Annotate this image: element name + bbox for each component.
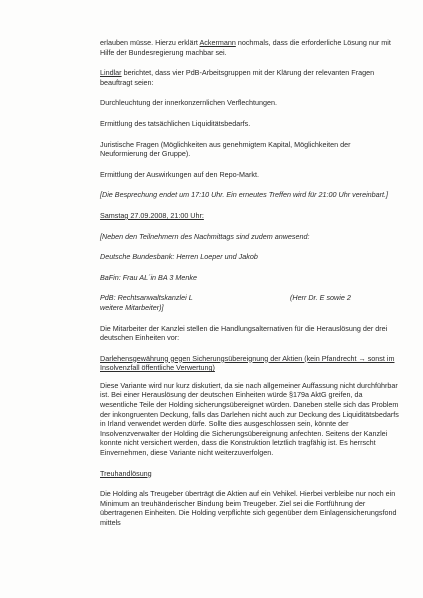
attendee-bundesbank: Deutsche Bundesbank: Herren Loeper und Jakob bbox=[100, 252, 258, 262]
paragraph-ackermann: erlauben müsse. Hierzu erklärt Ackermann nochmals, dass die erforderliche Lösung nur mit Hilfe der Bundesregierung machbar sei. bbox=[100, 38, 391, 57]
paragraph-darlehen: Diese Variante wird nur kurz diskutiert, da sie nach allgemeiner Auffassung nicht durchführbar ist. Bei einer Herauslösung der deutschen Einheiten würde §179a AktG greifen, da wesentliche Teile der Holding sicherungsübereignet würden. Daneben stelle sich das Problem der inkongruenten Deckung, falls das Darlehen nicht auch zur Deckung des Liquiditätsbedarfs in Irland verwendet werden dürfe. Sollte dies ausgeschlossen sein, könnte der Insolvenzverwalter der Holding die Sicherungsübereignung anfechten. Seitens der Kanzlei konnte nicht versichert werden, dass die Konstruktion letztlich tragfähig ist. Es herrscht Einvernehmen, diese Variante nicht weiterzuverfolgen. bbox=[100, 380, 399, 458]
session-heading: Samstag 27.09.2008, 21:00 Uhr: bbox=[100, 210, 204, 220]
section-heading-treuhand: Treuhandlösung bbox=[100, 468, 152, 478]
document-body bbox=[100, 38, 400, 528]
name-ackermann: Ackermann bbox=[199, 38, 236, 47]
list-item: Juristische Fragen (Möglichkeiten aus genehmigtem Kapital, Möglichkeiten der Neuformierung der Gruppe). bbox=[100, 139, 351, 159]
attendees-note: [Neben den Teilnehmern des Nachmittags sind zudem anwesend: bbox=[100, 231, 310, 241]
attendee-pdb: PdB: Rechtsanwaltskanzlei L (Herr Dr. E sowie 2 bbox=[100, 293, 351, 303]
attendee-pdb-cont: weitere Mitarbeiter)] bbox=[100, 302, 164, 312]
name-lindlar: Lindlar bbox=[100, 68, 122, 78]
list-item: Ermittlung des tatsächlichen Liquiditätsbedarfs. bbox=[100, 118, 251, 128]
meeting-end-note: [Die Besprechung endet um 17:10 Uhr. Ein erneutes Treffen wird für 21:00 Uhr vereinbart.] bbox=[100, 190, 389, 200]
paragraph-kanzlei: Die Mitarbeiter der Kanzlei stellen die Handlungsalternativen für die Herauslösung der drei deutschen Einheiten vor: bbox=[100, 323, 388, 343]
attendee-bafin: BaFin: Frau AL´in BA 3 Menke bbox=[100, 272, 197, 282]
list-item: Ermittlung der Auswirkungen auf den Repo-Markt. bbox=[100, 169, 260, 179]
list-item: Durchleuchtung der innerkonzernlichen Verflechtungen. bbox=[100, 98, 278, 108]
paragraph-lindlar: Lindlar berichtet, dass vier PdB-Arbeitsgruppen mit der Klärung der relevanten Fragen beauftragt seien: bbox=[100, 68, 375, 87]
section-heading-darlehen: Darlehensgewährung gegen Sicherungsübereignung der Aktien (kein Pfandrecht → sonst im Insolvenzfall öffentliche Verwertung) bbox=[100, 353, 395, 373]
paragraph-treuhand: Die Holding als Treugeber überträgt die Aktien auf ein Vehikel. Hierbei verbleibe nur noch ein Minimum an treuhänderischer Bindung beim Treugeber. Ziel sei die Fortführung der übertragenen Einheiten. Die Holding verpflichte sich gegenüber dem Einlagensicherungsfond mittels bbox=[100, 489, 397, 527]
